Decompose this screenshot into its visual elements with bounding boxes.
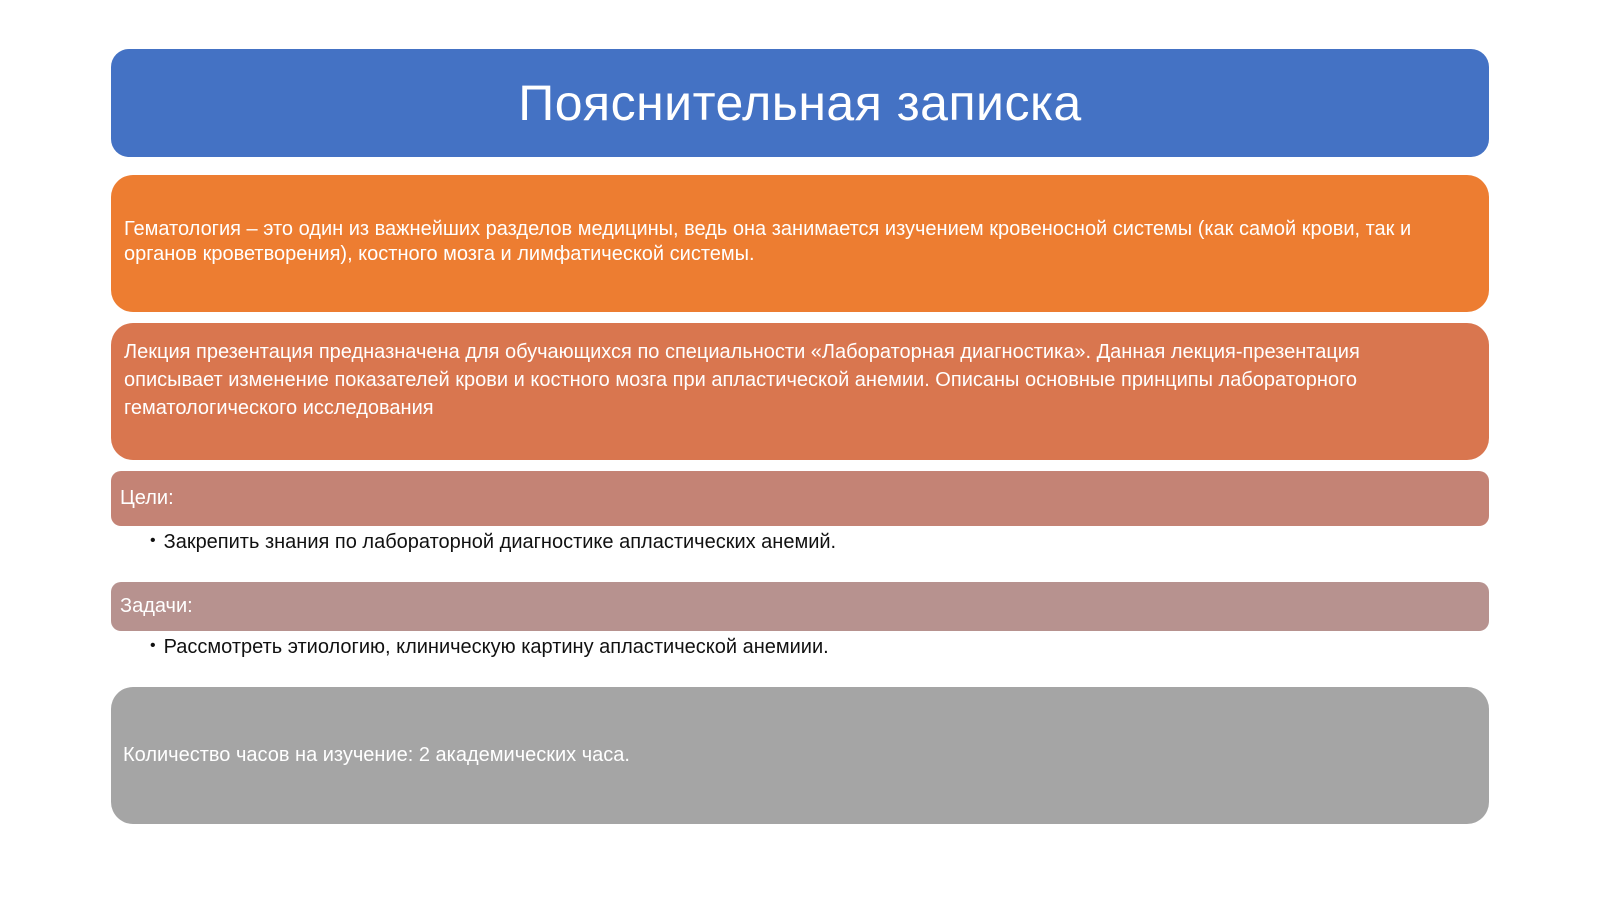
intro-box	[111, 175, 1489, 312]
bullet-icon: •	[150, 532, 156, 549]
goals-item-text: Закрепить знания по лабораторной диагностике апластических анемий.	[163, 531, 837, 553]
tasks-label: Задачи:	[120, 595, 193, 617]
lecture-text: Лекция презентация предназначена для обучающихся по специальности «Лабораторная диагностика». Данная лекция-презентация описывает изменение показателей крови и костного мозга при апластической анемии. Описаны основные принципы лабораторного гематологического исследования	[124, 341, 1360, 419]
hours-text: Количество часов на изучение: 2 академических часа.	[123, 744, 630, 766]
goals-list-item	[150, 531, 836, 554]
tasks-item-text: Рассмотреть этиологию, клиническую картину апластической анемиии.	[163, 636, 829, 658]
page-title: Пояснительная записка	[518, 75, 1082, 131]
tasks-list-item	[150, 636, 829, 659]
intro-text: Гематология – это один из важнейших разделов медицины, ведь она занимается изучением кровеносной системы (как самой крови, так и органов кроветворения), костного мозга и лимфатической системы.	[124, 218, 1412, 265]
hours-box	[111, 687, 1489, 824]
goals-label: Цели:	[120, 487, 174, 509]
bullet-icon: •	[150, 637, 156, 654]
tasks-header	[111, 582, 1489, 631]
lecture-box	[111, 323, 1489, 460]
goals-header	[111, 471, 1489, 526]
title-banner	[111, 49, 1489, 157]
